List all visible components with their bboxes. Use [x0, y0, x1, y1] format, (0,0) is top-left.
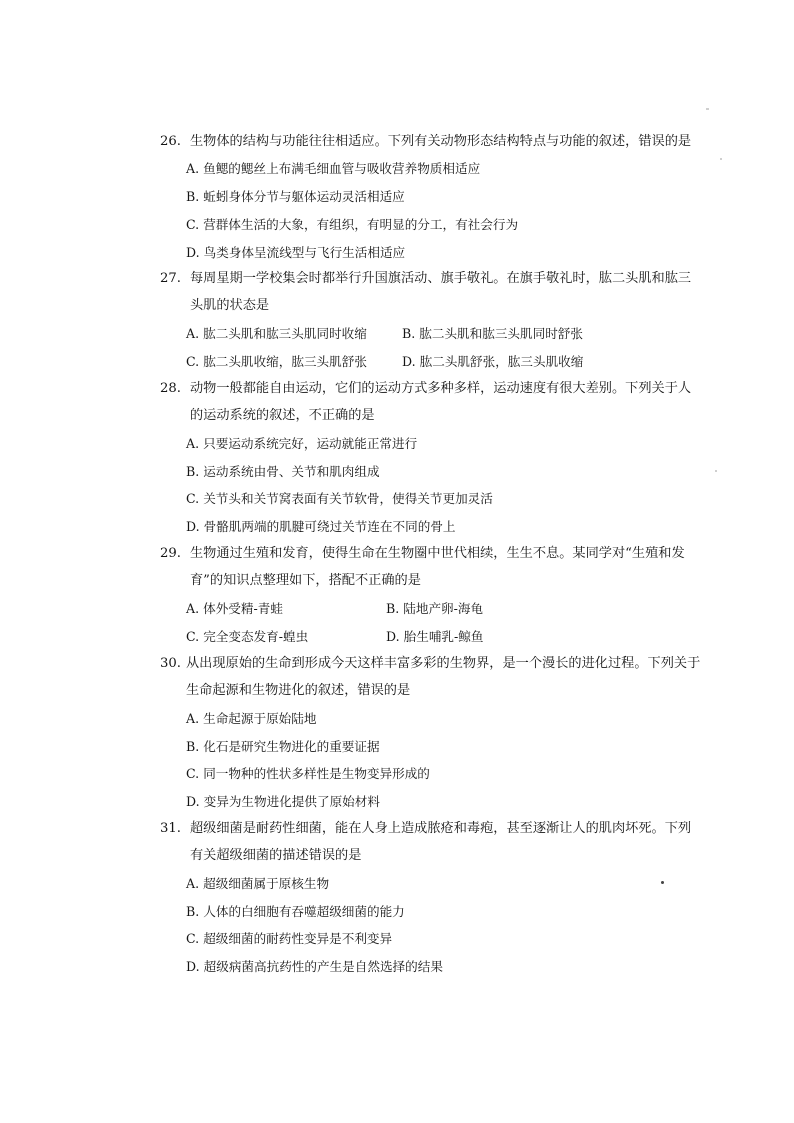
option-b: B. 化石是研究生物进化的重要证据	[186, 739, 380, 754]
option-b: B. 蚯蚓身体分节与躯体运动灵活相适应	[186, 189, 405, 204]
option-d: D. 超级病菌高抗药性的产生是自然选择的结果	[186, 959, 443, 974]
question-stem-line-2: 头肌的状态是	[190, 298, 270, 313]
option-d: D. 肱二头肌舒张，肱三头肌收缩	[402, 354, 584, 369]
question-number: 27.	[160, 271, 181, 286]
question-stem-line-2: 生命起源和生物进化的叙述，错误的是	[186, 683, 411, 698]
option-b: B. 运动系统由骨、关节和肌肉组成	[186, 464, 380, 479]
option-c: C. 关节头和关节窝表面有关节软骨，使得关节更加灵活	[186, 491, 493, 506]
question-number: 31.	[160, 821, 181, 836]
question-number: 30.	[160, 656, 181, 671]
option-b: B. 陆地产卵-海龟	[386, 601, 484, 616]
option-b: B. 肱二头肌和肱三头肌同时舒张	[402, 326, 583, 341]
scan-speck	[661, 881, 664, 884]
scan-speck	[715, 470, 717, 472]
option-a: A. 生命起源于原始陆地	[186, 711, 317, 726]
option-c: C. 完全变态发育-蝗虫	[186, 629, 309, 644]
option-a: A. 体外受精-青蛙	[186, 601, 283, 616]
option-c: C. 超级细菌的耐药性变异是不利变异	[186, 931, 393, 946]
question-stem-line-2: 有关超级细菌的描述错误的是	[190, 848, 362, 863]
scan-speck	[706, 108, 709, 110]
option-a: A. 肱二头肌和肱三头肌同时收缩	[186, 326, 367, 341]
question-stem-line-1: 动物一般都能自由运动，它们的运动方式多种多样，运动速度有很大差别。下列关于人	[190, 381, 692, 396]
question-number: 26.	[160, 134, 181, 149]
option-a: A. 鱼鳃的鳃丝上布满毛细血管与吸收营养物质相适应	[186, 161, 481, 176]
option-d: D. 变异为生物进化提供了原始材料	[186, 794, 380, 809]
question-stem-line-1: 每周星期一学校集会时都举行升国旗活动、旗手敬礼。在旗手敬礼时，肱二头肌和肱三	[190, 271, 692, 286]
option-a: A. 超级细菌属于原核生物	[186, 876, 330, 891]
option-b: B. 人体的白细胞有吞噬超级细菌的能力	[186, 904, 405, 919]
question-stem-line-2: 育”的知识点整理如下，搭配不正确的是	[190, 573, 421, 588]
option-a: A. 只要运动系统完好，运动就能正常进行	[186, 436, 418, 451]
scan-speck	[720, 158, 722, 160]
option-c: C. 肱二头肌收缩，肱三头肌舒张	[186, 354, 367, 369]
question-number: 29.	[160, 546, 181, 561]
option-d: D. 骨骼肌两端的肌腱可绕过关节连在不同的骨上	[186, 519, 456, 534]
question-stem: 生物体的结构与功能往往相适应。下列有关动物形态结构特点与功能的叙述，错误的是	[190, 134, 692, 149]
option-d: D. 鸟类身体呈流线型与飞行生活相适应	[186, 245, 406, 260]
question-stem-line-1: 生物通过生殖和发育，使得生命在生物圈中世代相续，生生不息。某同学对“生殖和发	[190, 546, 685, 561]
option-c: C. 同一物种的性状多样性是生物变异形成的	[186, 766, 430, 781]
option-d: D. 胎生哺乳-鲸鱼	[386, 629, 484, 644]
question-number: 28.	[160, 381, 181, 396]
question-stem-line-1: 从出现原始的生命到形成今天这样丰富多彩的生物界，是一个漫长的进化过程。下列关于	[186, 656, 701, 671]
option-c: C. 营群体生活的大象，有组织，有明显的分工，有社会行为	[186, 217, 519, 232]
question-stem-line-1: 超级细菌是耐药性细菌，能在人身上造成脓疮和毒疱，甚至逐渐让人的肌肉坏死。下列	[190, 821, 692, 836]
question-stem-line-2: 的运动系统的叙述，不正确的是	[190, 408, 375, 423]
